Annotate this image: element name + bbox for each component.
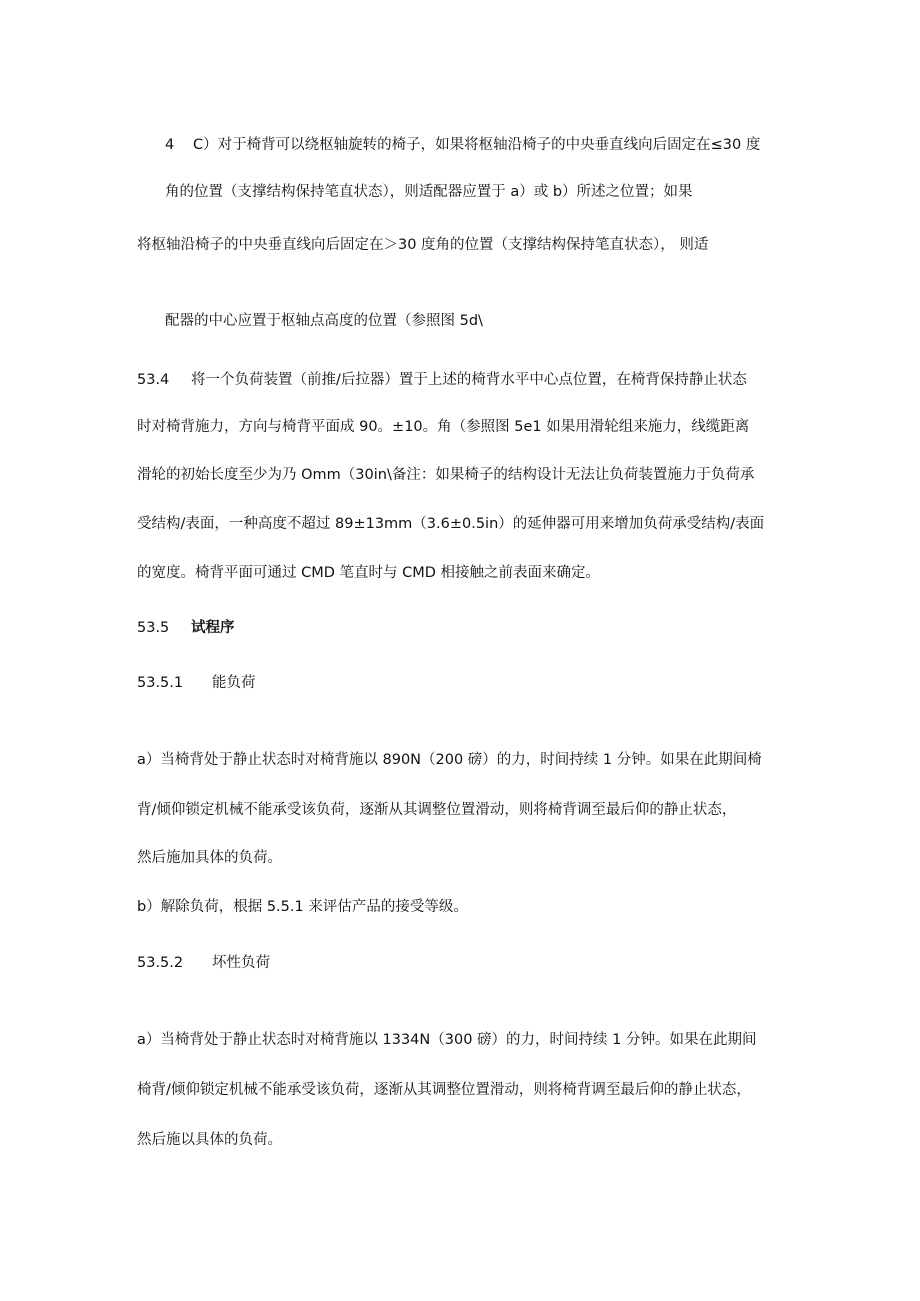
paragraph-c-line-1 — [165, 135, 760, 155]
paragraph-c-number: 4 — [165, 137, 175, 153]
paragraph-c-text-1: C）对于椅背可以绕枢轴旋转的椅子，如果将枢轴沿椅子的中央垂直线向后固定在≤30 度 — [193, 137, 761, 153]
section-5351-a-line-3: 然后施加具体的负荷。 — [137, 850, 282, 866]
section-5351-number: 53.5.1 — [137, 675, 184, 691]
section-5351-b-line-1: b）解除负荷，根据 5.5.1 来评估产品的接受等级。 — [137, 899, 468, 915]
paragraph-c-line-4: 配器的中心应置于枢轴点高度的位置（参照图 5d\ — [165, 313, 483, 329]
section-534-line-2: 时对椅背施力，方向与椅背平面成 90。±10。角（参照图 5e1 如果用滑轮组来施力，线缆距离 — [137, 419, 750, 435]
section-5352-a-line-3: 然后施以具体的负荷。 — [137, 1132, 282, 1148]
section-534-line-1 — [137, 370, 747, 390]
section-5352-number: 53.5.2 — [137, 955, 184, 971]
paragraph-c-line-2: 角的位置（支撑结构保持笔直状态），则适配器应置于 a）或 b）所述之位置；如果 — [165, 184, 693, 200]
section-534-line-5: 的宽度。椅背平面可通过 CMD 笔直时与 CMD 相接触之前表面来确定。 — [137, 565, 601, 581]
section-5352-a-line-1: a）当椅背处于静止状态时对椅背施以 1334N（300 磅）的力，时间持续 1 分钟。如果在此期间 — [137, 1032, 757, 1048]
section-534-line-3: 滑轮的初始长度至少为乃 Omm（30in\备注：如果椅子的结构设计无法让负荷装置施力于负荷承 — [137, 467, 755, 483]
section-5351-title: 能负荷 — [212, 675, 256, 691]
section-5352-a-line-2: 椅背/倾仰锁定机械不能承受该负荷，逐渐从其调整位置滑动，则将椅背调至最后仰的静止状态， — [137, 1082, 751, 1098]
section-5351-a-line-1: a）当椅背处于静止状态时对椅背施以 890N（200 磅）的力，时间持续 1 分钟。如果在此期间椅 — [137, 752, 762, 768]
section-535-number: 53.5 — [137, 620, 170, 636]
section-5351-heading — [137, 673, 256, 693]
section-535-heading — [137, 618, 235, 638]
section-534-line-4: 受结构/表面，一种高度不超过 89±13mm（3.6±0.5in）的延伸器可用来增加负荷承受结构/表面 — [137, 516, 765, 532]
section-5352-heading — [137, 953, 270, 973]
section-5351-a-line-2: 背/倾仰锁定机械不能承受该负荷，逐渐从其调整位置滑动，则将椅背调至最后仰的静止状态， — [137, 802, 737, 818]
section-5352-title: 坏性负荷 — [212, 955, 270, 971]
section-534-number: 53.4 — [137, 372, 170, 388]
section-535-title: 试程序 — [191, 620, 235, 636]
section-534-text-1: 将一个负荷装置（前推/后拉器）置于上述的椅背水平中心点位置，在椅背保持静止状态 — [191, 372, 747, 388]
paragraph-c-line-3: 将枢轴沿椅子的中央垂直线向后固定在＞30 度角的位置（支撑结构保持笔直状态）， 则适 — [137, 237, 709, 253]
